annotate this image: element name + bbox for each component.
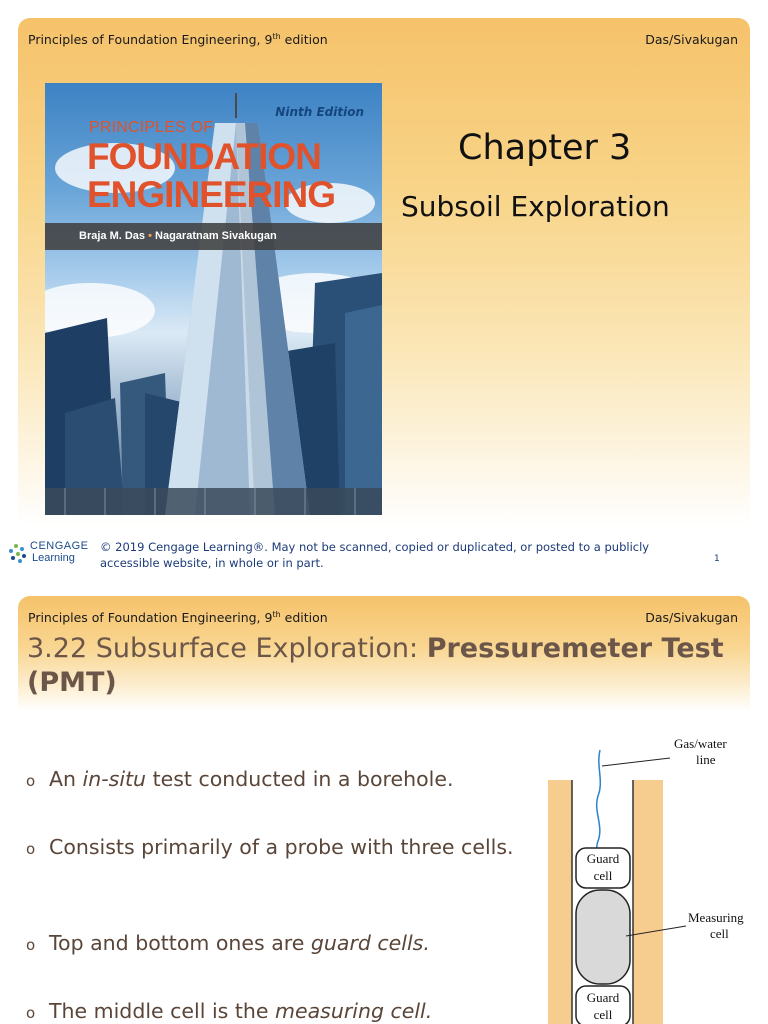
leader-line	[602, 758, 670, 766]
label-line: line	[696, 752, 716, 767]
cover-authors	[79, 230, 277, 242]
label-measuring-cell: cell	[710, 926, 729, 941]
slide-header-left	[28, 32, 328, 47]
slide-header-authors: Das/Sivakugan	[645, 32, 738, 47]
pressuremeter-diagram	[538, 726, 750, 1024]
chapter-subtitle: Subsoil Exploration	[401, 190, 670, 223]
header-edition-sup: th	[272, 610, 281, 619]
chapter-title: Chapter 3	[458, 128, 632, 168]
cengage-dots-icon	[6, 542, 28, 564]
label-gas-water: Gas/water	[674, 736, 727, 751]
cengage-logo-name: CENGAGE	[30, 540, 89, 552]
cover-author-separator: •	[148, 230, 152, 242]
bullet-text: Consists primarily of a probe with three cells.	[49, 835, 514, 859]
cover-title-line3: ENGINEERING	[87, 174, 336, 215]
label-measuring: Measuring	[688, 910, 744, 925]
copyright-line-1: © 2019 Cengage Learning®. May not be scanned, copied or duplicated, or posted to a publicly	[100, 540, 650, 554]
bullet-text: test conducted in a borehole.	[146, 767, 454, 791]
cover-title-line1: PRINCIPLES OF	[89, 119, 214, 136]
page-number: 1	[714, 554, 720, 564]
bullet-marker: o	[26, 772, 36, 790]
slide-header-left	[28, 610, 328, 625]
header-edition-word: edition	[280, 32, 328, 48]
cengage-logo	[6, 538, 94, 570]
bullet-item	[26, 766, 561, 795]
slide-title	[27, 632, 742, 700]
measuring-cell	[576, 890, 630, 984]
bullet-text: An	[49, 767, 83, 791]
cover-author-2: Nagaratnam Sivakugan	[155, 230, 277, 242]
bullet-text: Top and bottom ones are	[49, 931, 311, 955]
bullet-item	[26, 930, 561, 959]
label-guard-bottom: Guard	[586, 990, 620, 1005]
slide-footer	[0, 530, 768, 580]
title-slide	[18, 18, 750, 526]
bullet-item	[26, 834, 561, 863]
bullet-emphasis: measuring cell.	[275, 999, 433, 1023]
cover-edition: Ninth Edition	[275, 105, 364, 119]
book-cover-image	[45, 83, 382, 515]
bullet-emphasis: in-situ	[82, 767, 147, 791]
bullet-marker: o	[26, 1004, 36, 1022]
copyright-line-2: accessible website, in whole or in part.	[100, 556, 324, 570]
label-guard-bottom-cell: cell	[593, 1007, 613, 1022]
header-edition-word: edition	[280, 610, 328, 626]
bullet-item	[26, 998, 561, 1024]
soil-wall-left	[548, 780, 572, 1024]
header-book-title: Principles of Foundation Engineering, 9	[28, 610, 273, 626]
cover-author-1: Braja M. Das	[79, 230, 146, 242]
bullet-marker: o	[26, 936, 36, 954]
bullet-text: The middle cell is the	[49, 999, 276, 1023]
header-book-title: Principles of Foundation Engineering, 9	[28, 32, 273, 48]
slide-header-authors: Das/Sivakugan	[645, 610, 738, 625]
cengage-logo-learning: Learning	[32, 552, 75, 564]
bullet-emphasis: guard cells.	[310, 931, 430, 955]
slide-title-bold: Pressuremeter Test (PMT)	[27, 633, 724, 698]
cover-title-line2: FOUNDATION	[87, 136, 321, 177]
label-guard-top: Guard	[586, 851, 620, 866]
bullet-marker: o	[26, 840, 36, 858]
pmt-slide	[18, 596, 750, 1024]
label-guard-top-cell: cell	[593, 868, 613, 883]
slide-title-plain: 3.22 Subsurface Exploration:	[27, 633, 427, 664]
header-edition-sup: th	[272, 32, 281, 41]
soil-wall-right	[633, 780, 663, 1024]
